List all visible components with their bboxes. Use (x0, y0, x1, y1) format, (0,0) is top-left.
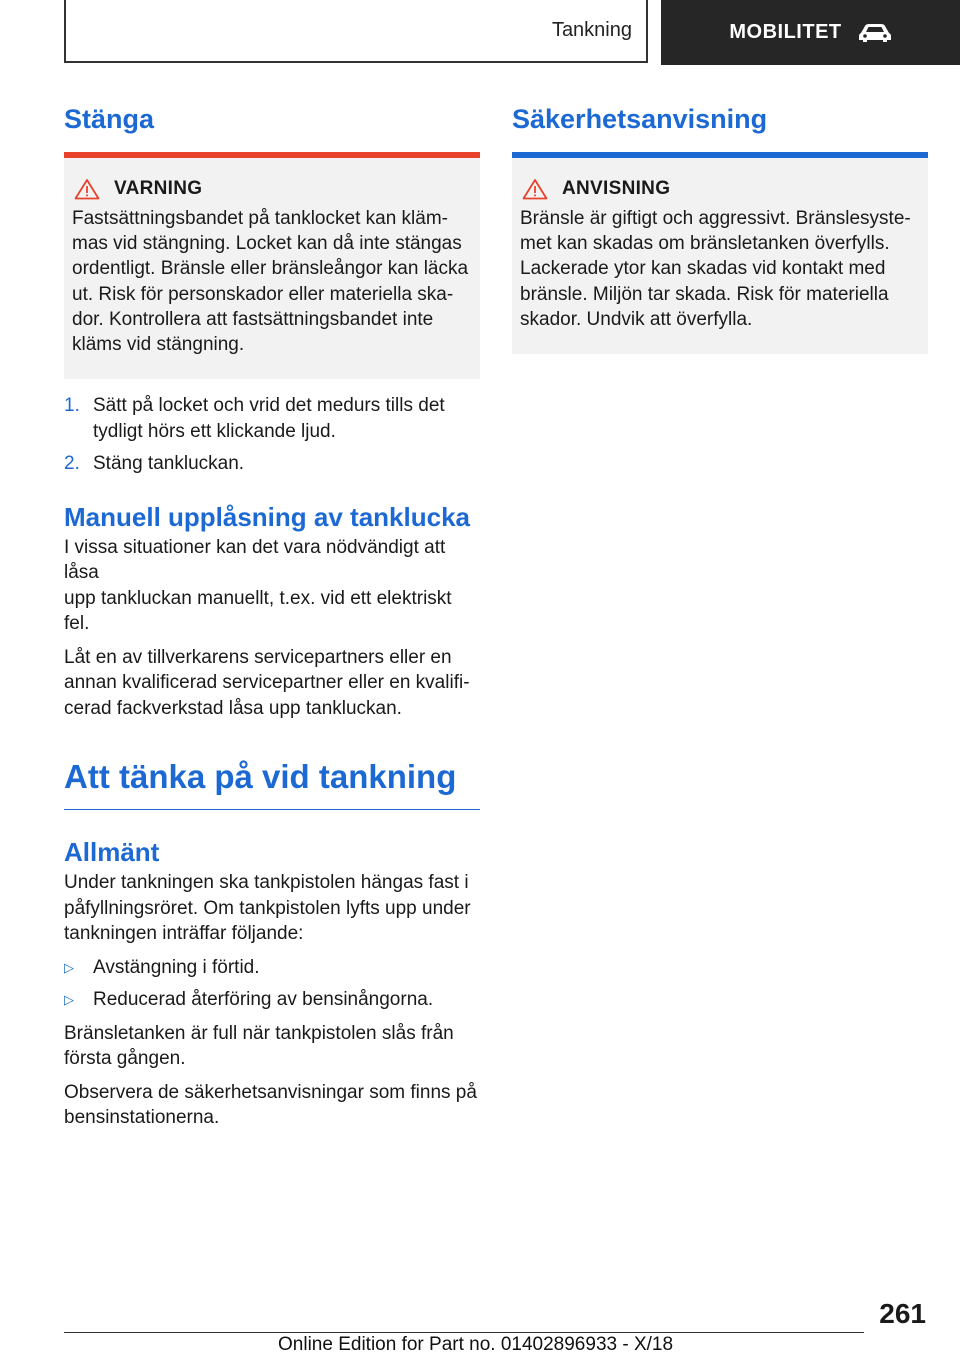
section-title-manual: Manuell upplåsning av tanklucka (64, 501, 470, 532)
section-header (661, 0, 960, 65)
step-text: Stäng tankluckan. (93, 453, 245, 475)
section-title-stanga: Stänga (64, 104, 155, 134)
notice-text: Bränsle är giftigt och aggressivt. Bränslesyste‐ met kan skadas om bränsletanken överfylls. Lackerade ytor kan skadas vid kontakt med bränsle. Miljön tar skada. Risk för materiella skador. Undvik att överfylla. (520, 208, 911, 330)
right-column (512, 100, 928, 354)
bullet-list (64, 955, 480, 1013)
notice-box (512, 152, 928, 354)
paragraph: Under tankningen ska tankpistolen hängas fast i påfyllningsröret. Om tankpistolen lyfts upp under tankningen inträffar följande: (64, 872, 471, 945)
left-column (64, 100, 480, 1139)
paragraph: Bränsletanken är full när tankpistolen slås från första gången. (64, 1022, 454, 1070)
steps-list (64, 393, 480, 477)
warning-box (64, 152, 480, 379)
list-item (64, 393, 480, 444)
car-icon (858, 22, 892, 44)
warning-triangle-icon (522, 178, 548, 200)
warning-triangle-icon (74, 178, 100, 200)
section-label: MOBILITET (729, 21, 842, 43)
notice-label: ANVISNING (562, 178, 671, 199)
bullet-text: Avstängning i förtid. (93, 956, 260, 978)
footer-edition: Online Edition for Part no. 01402896933 - X/18 (278, 1334, 674, 1355)
section-title-allmant: Allmänt (64, 837, 160, 868)
chapter-tab-label: Tankning (551, 19, 632, 41)
warning-label: VARNING (114, 178, 203, 199)
triangle-bullet-icon: ▷ (64, 992, 74, 1008)
chapter-title: Att tänka på vid tankning (64, 755, 480, 810)
triangle-bullet-icon: ▷ (64, 959, 74, 975)
paragraph: I vissa situationer kan det vara nödvändigt att låsa upp tankluckan manuellt, t.ex. vid ett elektriskt fel. (64, 536, 452, 635)
list-item (64, 987, 480, 1013)
step-number: 2. (64, 453, 80, 475)
warning-text: Fastsättningsbandet på tanklocket kan kläm‐ mas vid stängning. Locket kan då inte stängas ordentligt. Bränsle eller bränsleångor kan läcka ut. Risk för personskador eller materiella ska‐ dor. Kontrollera att fastsättningsbandet inte kläms vid stängning. (72, 208, 469, 356)
footer-divider (64, 1332, 864, 1333)
paragraph: Låt en av tillverkarens servicepartners eller en annan kvalificerad servicepartner eller en kvalifi‐ cerad fackverkstad låsa upp tankluckan. (64, 646, 470, 719)
section-title-sakerhet: Säkerhetsanvisning (512, 104, 768, 134)
step-text: Sätt på locket och vrid det medurs tills det tydligt hörs ett klickande ljud. (93, 395, 445, 442)
step-number: 1. (64, 395, 80, 417)
list-item (64, 955, 480, 981)
bullet-text: Reducerad återföring av bensinångorna. (93, 989, 434, 1011)
chapter-tab (64, 0, 648, 63)
list-item (64, 451, 480, 477)
page-number: 261 (879, 1298, 926, 1329)
paragraph: Observera de säkerhetsanvisningar som finns på bensinstationerna. (64, 1081, 477, 1129)
